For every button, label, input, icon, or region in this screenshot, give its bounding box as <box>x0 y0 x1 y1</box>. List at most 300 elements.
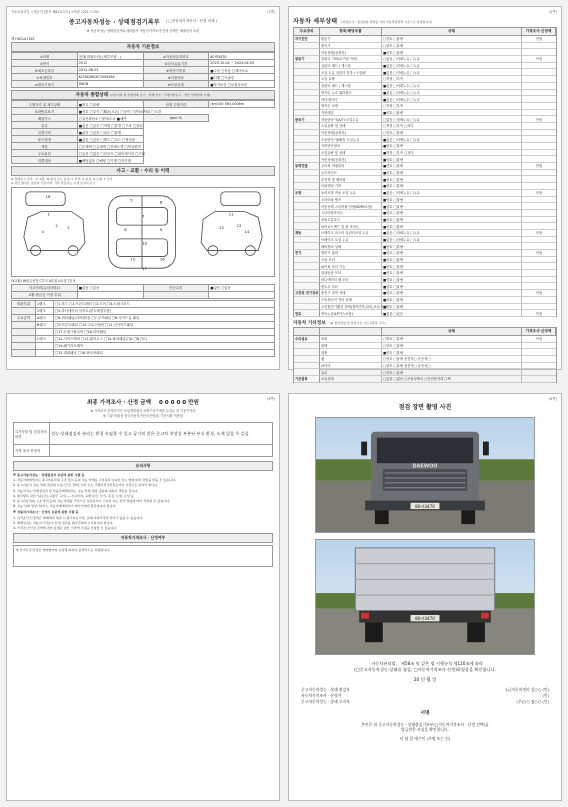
detail-cell <box>294 63 320 70</box>
overall-status-note: (사용이력 및 판정상태 표기 · 상태 양호 · 주행거리표시 · 관련 상세설명 기재) <box>109 93 211 97</box>
title-row <box>7 14 279 28</box>
column-header: 상태 <box>382 28 522 35</box>
detail-cell: 실내송풍 모터 <box>320 270 382 277</box>
table-cell: 색상 <box>12 143 78 150</box>
detail-cell: □없음 □미세누유 □누유 <box>382 116 522 123</box>
table-cell: ⑨원동기형식 <box>12 81 78 88</box>
detail-cell: 추진축 및 베어링 <box>320 176 382 183</box>
detail-cell: ■양호 □불량 <box>382 277 522 284</box>
form-header <box>7 7 279 14</box>
detail-cell: □없음 □미세누유 □누유 <box>382 56 522 63</box>
basic-info-title: 자동차 기본정보 <box>11 42 275 52</box>
table-cell: □무채색 □유채색 □전체도색 □색상변경 <box>77 143 143 150</box>
table-cell: 현재 주행거리 <box>143 101 209 108</box>
detail-cell: 오일유량 및 상태 <box>320 150 382 157</box>
detail-cell: 만원 <box>522 36 556 43</box>
detail-cell: 변속기 <box>294 116 320 123</box>
detail-cell <box>294 283 320 290</box>
detail-cell <box>294 270 320 277</box>
table-row <box>12 60 275 67</box>
rear-plate-text: 80바3470 <box>415 616 435 622</box>
detail-row <box>293 49 557 56</box>
detail-cell: 클러치 어셈블리 <box>320 163 382 170</box>
detail-cell <box>294 43 320 50</box>
misc-cell: 유리 <box>320 369 382 376</box>
detail-row <box>293 290 557 297</box>
detail-row <box>293 210 557 217</box>
price-notice-item: 2. 매매업자는 자동차가격조사·산정 결과를 매수인에게 고지하여야 합니다. <box>13 520 114 525</box>
detail-row <box>293 270 557 277</box>
detail-cell: 브레이크 마스터 실린더오일 누유 <box>320 230 382 237</box>
table-cell: 80바3470 <box>209 53 275 60</box>
misc-cell: □양호 □불량 운전석□ 동승석□ <box>382 363 522 370</box>
detail-cell: 구동축전지 격리 상태 <box>320 297 382 304</box>
misc-row <box>293 349 557 356</box>
diagram-number: 17 <box>142 265 148 271</box>
detail-cell: 오일 유량 <box>320 76 382 83</box>
table-row <box>12 101 275 108</box>
detail-cell <box>522 283 556 290</box>
table-cell: 주요골격 <box>12 314 36 321</box>
detail-cell: ■양호 □불량 <box>382 49 522 56</box>
detail-cell <box>522 83 556 90</box>
detail-cell <box>522 90 556 97</box>
misc-cell: □양호 □불량 <box>382 369 522 376</box>
detail-cell <box>294 136 320 143</box>
law-line-2: (□중고자동차성능·상태를 점검, □자동차가격조사·산정)하였음을 확인합니다. <box>354 667 496 672</box>
detail-cell <box>522 304 556 311</box>
detail-cell: ■양호 □불량 <box>382 203 522 210</box>
law-line-1: 「자동차관리법」 제58조 및 같은 법 시행규칙 제120조에 따라 <box>367 661 483 666</box>
table-row <box>12 307 275 314</box>
detail-cell: ■없음 □미세누수 □누수 <box>382 96 522 103</box>
misc-cell: 타이어 <box>320 363 382 370</box>
buyer-signature-line: 년 월 일 매수인 (서명 또는 인) <box>399 735 451 741</box>
detail-cell: 전기 <box>294 250 320 257</box>
table-cell: 리콜대상 <box>12 157 78 164</box>
detail-cell: 라디에이터 <box>320 96 382 103</box>
detail-cell: 고전원 전기장치 <box>295 291 319 296</box>
detail-cell <box>294 130 320 137</box>
buyer-confirmation <box>299 722 551 742</box>
detail-row <box>293 116 557 123</box>
diagram-legend: (X교환) W판금용접 C부식 A흠집 U요철 T손상 <box>11 279 76 283</box>
detail-cell: 연료 <box>294 310 320 317</box>
detail-cell: 만원 <box>522 56 556 63</box>
detail-cell: ■없음 □있음 <box>382 310 522 317</box>
buyer-confirmation-line-2: 발급받은 사실을 확인합니다. <box>401 727 449 733</box>
price-assessor-label: 가격 조사·산정자 <box>14 445 50 457</box>
table-row <box>12 291 275 298</box>
detail-cell: 만원 <box>522 250 556 257</box>
diagram-number: 8 <box>124 226 127 232</box>
detail-row <box>293 223 557 230</box>
table-row <box>12 74 275 81</box>
detail-cell: ■양호 □불량 <box>382 250 522 257</box>
basic-info-table <box>11 52 275 88</box>
column-header <box>294 328 320 335</box>
detail-cell: 작동상태(공회전) <box>320 156 382 163</box>
detail-cell: 실린더 커버(로커암 커버) <box>320 56 382 63</box>
detail-row <box>293 243 557 250</box>
page-number: (3쪽) <box>266 397 275 401</box>
detail-cell: 동력전달 <box>294 163 320 170</box>
price-notice-block <box>13 510 273 530</box>
form-reference: 자동차관리법 시행규칙 [별지 제82호서식] <개정 2021.7.19> <box>11 10 100 14</box>
detail-cell: ■양호 □불량 <box>382 143 522 150</box>
detail-cell: ■양호 □불량 <box>382 290 522 297</box>
detail-cell <box>522 63 556 70</box>
table-cell: ①차명 <box>12 53 78 60</box>
detail-cell <box>522 136 556 143</box>
detail-cell <box>294 263 320 270</box>
table-cell: 2012 <box>77 60 143 67</box>
detail-cell <box>294 69 320 76</box>
detail-cell <box>522 223 556 230</box>
detail-cell: ■적정 □부족 □과다 <box>382 150 522 157</box>
table-cell: ■수동 □자동 □세미오토 <box>209 67 275 74</box>
detail-cell: 수동변속기(M/T) 오일누유 <box>320 136 382 143</box>
table-row <box>12 342 275 349</box>
table-cell: □1.후드 □2.프론트펜더 □3.도어 □4.트렁크리드 <box>54 300 275 307</box>
final-price-note-2: ※ 기술사회(전 한국자동차진단보증협회) 기준서를 적용함 <box>102 414 184 418</box>
page-title: 중고자동차성능 · 상태점검기록부 <box>68 19 160 26</box>
misc-cell: □양호 □불량 운전석□ 동승석□ <box>382 356 522 363</box>
detail-cell: 작동상태(공회전) <box>320 130 382 137</box>
diagram-number: 9 <box>159 226 163 232</box>
detail-cell <box>294 183 320 190</box>
detail-cell: 스티어링조인트 <box>320 210 382 217</box>
detail-cell: 커먼레일 <box>320 110 382 117</box>
notice-title: 유의사항 <box>13 461 273 471</box>
accident-history-title: 사고 · 교환 · 수리 등 이력 <box>11 166 275 176</box>
detail-cell: ■양호 □불량 <box>382 297 522 304</box>
diagram-number: 13 <box>218 224 224 230</box>
detail-cell: 타이로드엔드 및 볼 조인트 <box>320 223 382 230</box>
detail-cell <box>522 123 556 130</box>
table-cell <box>12 342 36 349</box>
detail-row <box>293 156 557 163</box>
table-cell: (km/10) 563,000km <box>209 101 275 108</box>
table-cell: ppm % <box>143 115 209 122</box>
table-cell: D6CB <box>77 81 143 88</box>
detail-row <box>293 150 557 157</box>
detail-cell: 변속기 <box>320 43 382 50</box>
detail-cell: □양호 □불량 <box>382 130 522 137</box>
table-row <box>12 314 275 321</box>
title-options: ( □자동차가격조사 · 산정 선택 ) <box>165 19 218 23</box>
misc-row <box>293 336 557 343</box>
table-cell: ■없음 □있음 □렌트 □리스 □영업용 <box>77 136 143 143</box>
special-notes-table <box>13 422 273 457</box>
misc-cell <box>522 369 556 376</box>
detail-row <box>293 43 557 50</box>
accident-note: ※ 상태표시 부호 : X 교환, W 판금 또는 용접, C 부식, A 흠집, U 요철, T 손상 <box>11 176 113 181</box>
detail-cell: 만원 <box>522 163 556 170</box>
notice-block <box>13 473 273 508</box>
table-cell <box>12 307 36 314</box>
diagram-number: 12 <box>236 222 242 228</box>
detail-cell: 충전구 절연 상태 <box>320 290 382 297</box>
detail-cell: 고전원전기배선 상태(접속단자,피복,보호기구) <box>321 304 388 309</box>
table-cell: □12.사이드멤버 □13.휠하우스 □14.필러패널(□A □B □C) <box>54 335 275 342</box>
detail-row <box>293 69 557 76</box>
detail-cell: 실린더 헤드 / 개스킷 <box>320 83 382 90</box>
page-4 <box>288 393 562 801</box>
subtitle: ※ 자동차성능·상태점검자와 매매업자 자동차가격조사·산정 선택은 매매업자 보관 <box>86 29 200 33</box>
table-cell: ⑤최초등록일 <box>12 67 78 74</box>
misc-title-row <box>289 317 561 327</box>
truck-rear-photo <box>316 540 534 654</box>
misc-cell <box>522 356 556 363</box>
detail-cell: ■없음 □미세누수 □누수 <box>382 90 522 97</box>
detail-row <box>293 90 557 97</box>
detail-cell <box>294 150 320 157</box>
table-cell: ■없음 □있음 □적법 □불법 □구조 □장치 <box>78 123 143 128</box>
table-cell: ⑥변속기종류 <box>143 67 209 74</box>
misc-cell: 보유상태 <box>320 376 382 383</box>
detail-cell: 기어변속장치 <box>320 143 382 150</box>
detail-row <box>293 143 557 150</box>
misc-header-row <box>293 327 557 336</box>
page-number: (1쪽) <box>267 10 275 14</box>
detail-cell: ■양호 □불량 <box>382 270 522 277</box>
detail-cell: 만원 <box>522 230 556 237</box>
diagram-number: 4 <box>41 228 45 234</box>
detail-cell: ■양호 □불량 <box>382 176 522 183</box>
misc-cell: ■양호 □불량 <box>382 349 522 356</box>
table-cell: □19.패키지트레이 <box>54 342 275 349</box>
detail-cell <box>522 297 556 304</box>
signer-2-value: (인) <box>542 693 549 699</box>
detail-cell <box>294 49 320 56</box>
detail-row <box>293 237 557 244</box>
detail-cell: ■양호 □불량 <box>382 170 522 177</box>
detail-cell: ■없음 □미세누수 □누수 <box>382 83 522 90</box>
detail-cell <box>522 170 556 177</box>
detail-cell <box>294 76 320 83</box>
table-cell <box>12 328 36 335</box>
detail-cell: ■없음 □미세누유 □누유 <box>382 136 522 143</box>
detail-title-row <box>289 7 561 27</box>
detail-cell <box>522 277 556 284</box>
signer-2-label: 자동차가격조사 · 산정자 <box>301 693 342 699</box>
detail-cell <box>522 96 556 103</box>
table-cell <box>36 349 54 356</box>
detail-cell: 라디에이터 팬 모터 <box>320 277 382 284</box>
detail-cell <box>522 217 556 224</box>
table-cell: □9.프론트패널 □10.크로스멤버 □11.인사이드패널 <box>54 321 275 328</box>
detail-cell <box>522 43 556 50</box>
detail-cell: 파워고압호스 <box>320 217 382 224</box>
table-cell: 현대(대형트럭) (세부모델 : ) <box>77 53 143 60</box>
notice-item: 4. 체크항목 판단기준(국토교통부 고시) — 사고이력, 교환·판금, 부식, 흠집, 요철, 손상 등 <box>13 493 134 498</box>
table-cell: ③연식 <box>12 60 78 67</box>
table-cell: 특별이력 <box>12 129 78 136</box>
detail-row <box>293 277 557 284</box>
notice-item: 3. 자동차성능·상태점검자 및 자동차매매업자는 성능·상태 점검 내용에 대하여 책임을 집니다. <box>13 488 139 493</box>
misc-cell: 외장 <box>320 336 382 343</box>
table-cell: ■디젤 □가솔린 <box>209 74 275 81</box>
table-row <box>12 129 275 136</box>
price-assessor-value <box>50 445 273 457</box>
detail-cell: ■없음 □미세누유 □누유 <box>382 63 522 70</box>
table-cell: B랭크 <box>36 321 54 328</box>
detail-cell: 브레이크 오일 누유 <box>320 237 382 244</box>
signer-3-label: 중고자동차성능 · 상태 고지자 <box>301 699 350 705</box>
table-cell: ■없음 □있음 □침수 □화재 <box>77 129 143 136</box>
table-cell: 2012-08-23 <box>77 67 143 74</box>
detail-cell <box>294 217 320 224</box>
misc-cell: □있음 □없음 □사용설명서 □안전삼각대 □잭 <box>382 376 522 383</box>
detail-cell: ■양호 □불량 <box>382 210 522 217</box>
diagram-number: 14 <box>244 228 250 234</box>
detail-row <box>293 297 557 304</box>
photo-title: 점검 장면 촬영 사진 <box>398 404 452 411</box>
detail-row <box>293 263 557 270</box>
table-cell <box>12 335 36 342</box>
detail-cell: ■양호 □불량 <box>382 257 522 264</box>
detail-cell <box>294 277 320 284</box>
page-number: (4쪽) <box>548 397 557 401</box>
detail-cell: ■없음 □미세누유 □누유 <box>382 69 522 76</box>
detail-cell <box>522 156 556 163</box>
table-cell: ■해당없음 □해당 □이행 □미이행 <box>77 157 143 164</box>
detail-cell <box>522 263 556 270</box>
detail-row <box>293 250 557 257</box>
table-row <box>12 81 275 88</box>
detail-cell <box>294 143 320 150</box>
misc-cell: 휠 <box>320 356 382 363</box>
misc-title: 자동차 기타정보 <box>293 320 326 326</box>
page-2 <box>288 6 562 382</box>
misc-cell: □양호 □불량 <box>382 343 522 350</box>
detail-row <box>293 197 557 204</box>
detail-cell <box>522 243 556 250</box>
table-cell: ⑩보증유형 <box>143 81 209 88</box>
detail-cell <box>294 83 320 90</box>
detail-row <box>293 257 557 264</box>
table-cell: ■양호 □불량 <box>77 101 143 108</box>
detail-row <box>293 56 557 63</box>
table-cell: 외판부위 <box>12 300 36 307</box>
detail-cell: 스티어링 펌프 <box>320 197 382 204</box>
photo-rear <box>315 539 535 655</box>
detail-row <box>293 283 557 290</box>
detail-row <box>293 190 557 197</box>
diagram-number: 3 <box>67 224 70 230</box>
table-row <box>12 349 275 356</box>
front-plate-text: 80바3470 <box>415 503 435 509</box>
detail-cell <box>522 210 556 217</box>
table-cell: □있음 □없음 □선루프 □내비게이션 □기타 <box>78 151 145 156</box>
signers <box>301 687 549 706</box>
diagram-number: 5 <box>130 197 133 203</box>
detail-row <box>293 163 557 170</box>
table-row <box>12 157 275 164</box>
signer-1-value: 1급자동차정비 김○○ (인) <box>505 687 549 692</box>
detail-row <box>293 123 557 130</box>
photo-front <box>315 417 535 533</box>
special-notes-label: 특기사항 및 점검자의 의견 <box>14 423 50 445</box>
table-cell: 2랭크 <box>36 307 54 314</box>
detail-cell <box>522 237 556 244</box>
final-price-title <box>7 394 279 408</box>
buyer-confirmation-line-1: 본인은 위 중고자동차성능 · 상태점검기록부(□자동차가격조사 · 산정 선택)를 <box>361 721 489 727</box>
table-row <box>12 150 275 157</box>
misc-cell <box>522 363 556 370</box>
table-row <box>12 335 275 342</box>
table-row <box>12 108 275 115</box>
detail-row <box>293 136 557 143</box>
detail-cell: 배력장치 상태 <box>320 243 382 250</box>
column-header <box>320 328 382 335</box>
detail-cell <box>294 203 320 210</box>
detail-cell <box>522 176 556 183</box>
detail-cell: ■양호 □불량 <box>382 183 522 190</box>
misc-row <box>293 343 557 350</box>
final-price-label: 최종 가격조사 · 산정 금액 <box>87 400 151 406</box>
detail-header-row <box>293 27 557 36</box>
misc-row <box>293 356 557 363</box>
final-price-note: ※ 가격조사·산정가격은 보험개발원의 차량기준가액을 토대로 한 기준가격임 <box>90 409 196 413</box>
misc-cell <box>522 349 556 356</box>
detail-cell: 만원 <box>522 116 556 123</box>
detail-cell <box>294 304 320 311</box>
detail-cell: □양호 □불량 <box>382 36 522 43</box>
detail-cell: 연료누출(LP가스포함) <box>320 310 382 317</box>
detail-cell <box>294 170 320 177</box>
misc-cell <box>294 349 320 356</box>
table-cell: ④검사유효기간 <box>143 60 209 67</box>
accident-note-2: ※ 하단 항목은 승용차 기준이며, 기타 자동차는 이에 준하여 표시 <box>11 181 96 185</box>
table-cell: C랭크 <box>36 335 54 342</box>
table-cell: 용도변경 <box>12 136 78 143</box>
detail-row <box>293 203 557 210</box>
price-notice-title: ※ 자동차가격조사 · 산정의 보증에 관한 사항 등 <box>13 510 79 515</box>
detail-cell <box>294 90 320 97</box>
detail-cell: ■양호 □불량 <box>382 243 522 250</box>
misc-cell <box>294 369 320 376</box>
detail-cell <box>294 243 320 250</box>
table-cell <box>12 321 36 328</box>
page-3 <box>6 393 280 801</box>
truck-brand-text: DAEWOO <box>412 463 438 470</box>
table-row <box>12 328 275 335</box>
detail-cell: ■없음 □미세누유 □누유 <box>382 237 522 244</box>
table-cell: □15.대쉬패널 □16.플로어패널 <box>54 349 275 356</box>
detail-cell <box>294 210 320 217</box>
detail-row <box>293 176 557 183</box>
overall-status-label: 자동차 종합상태 <box>75 93 109 98</box>
detail-cell: 시동 모터 <box>320 257 382 264</box>
table-cell: A랭크 <box>36 314 54 321</box>
detail-cell: 냉각수 누수 워터펌프 <box>320 90 382 97</box>
column-header: 주요장치 <box>294 28 320 35</box>
table-cell <box>209 291 275 298</box>
misc-cell <box>294 356 320 363</box>
detail-cell: 원동기 <box>320 36 382 43</box>
table-row <box>12 122 275 129</box>
table-row <box>12 115 275 122</box>
notice-item: 2. 중고자동차 성능·상태 점검의 보증기간은 30일 이상 또는 주행거리 2천킬로미터 이상으로 하여야 합니다. <box>13 483 159 488</box>
detail-cell <box>522 103 556 110</box>
page-1 <box>6 6 280 370</box>
detail-row <box>293 110 557 117</box>
table-cell: □일산화탄소 □탄화수소 ■매연 <box>77 115 143 122</box>
overall-status-title <box>11 90 275 100</box>
detail-cell: 동력조향 작동 오일 누유 <box>320 190 382 197</box>
